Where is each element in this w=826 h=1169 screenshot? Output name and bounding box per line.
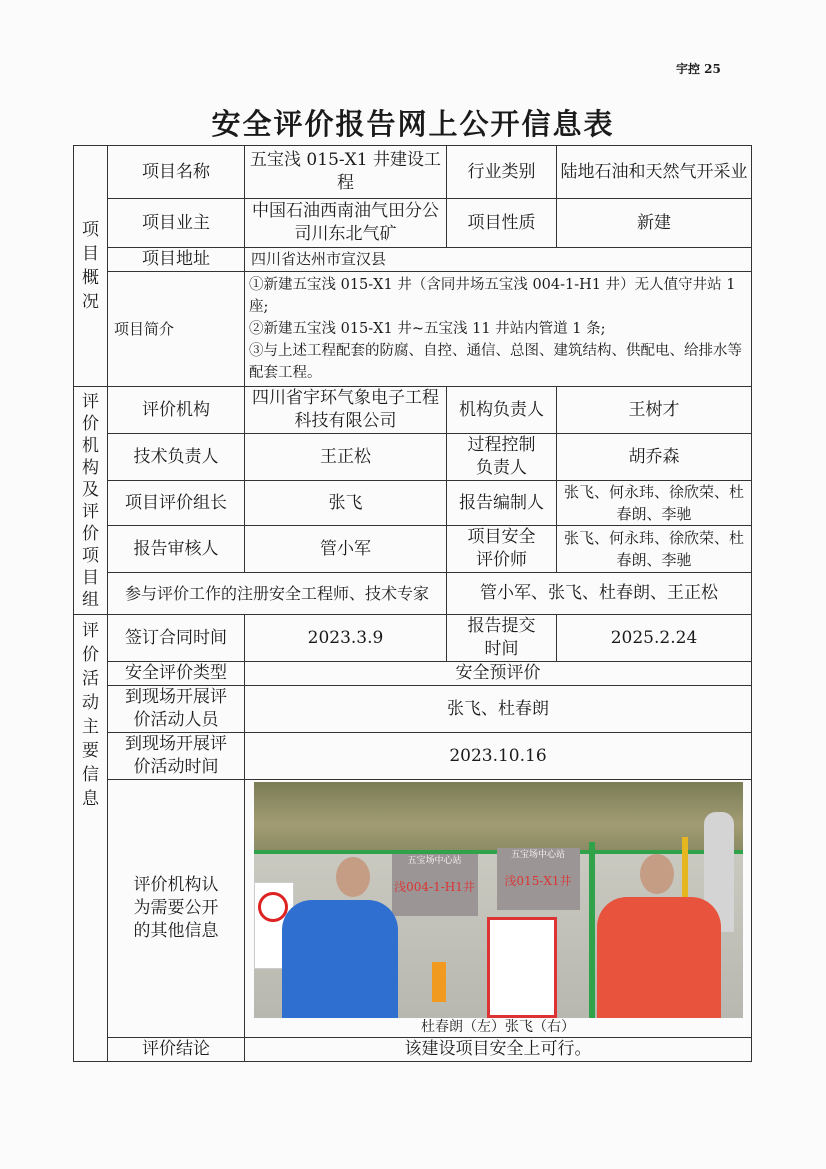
value-owner: 中国石油西南油气田分公司川东北气矿 <box>245 199 447 248</box>
value-contract: 2023.3.9 <box>245 615 447 662</box>
value-agency: 四川省宇环气象电子工程科技有限公司 <box>245 387 447 434</box>
site-photo <box>254 782 743 1018</box>
value-project-name: 五宝浅 015-X1 井建设工程 <box>245 146 447 199</box>
value-leader: 张飞 <box>245 481 447 526</box>
label-owner: 项目业主 <box>108 199 245 248</box>
intro-line: ③与上述工程配套的防腐、自控、通信、总图、建筑结构、供配电、给排水等配套工程。 <box>249 343 742 381</box>
label-tech: 技术负责人 <box>108 434 245 481</box>
label-process: 过程控制负责人 <box>447 434 557 481</box>
station-label: 五宝场中心站 <box>510 850 565 860</box>
page-title: 安全评价报告网上公开信息表 <box>211 107 615 141</box>
page-code: 宇控 25 <box>676 62 721 76</box>
label-submit: 报告提交时间 <box>447 615 557 662</box>
section-overview: 项目概况 <box>74 146 108 387</box>
person-right-body <box>597 897 721 1018</box>
label-contract: 签订合同时间 <box>108 615 245 662</box>
value-industry: 陆地石油和天然气开采业 <box>557 146 752 199</box>
well-sign-2 <box>497 848 580 910</box>
label-other: 评价机构认为需要公开的其他信息 <box>108 780 245 1038</box>
value-process: 胡乔森 <box>557 434 752 481</box>
label-date: 到现场开展评价活动时间 <box>108 733 245 780</box>
value-head: 王树才 <box>557 387 752 434</box>
label-industry: 行业类别 <box>447 146 557 199</box>
value-submit: 2025.2.24 <box>557 615 752 662</box>
section-activity: 评价活动主要信息 <box>74 615 108 1062</box>
value-address: 四川省达州市宣汉县 <box>245 248 752 272</box>
info-table <box>73 145 752 1062</box>
person-left-head <box>336 857 370 897</box>
label-agency: 评价机构 <box>108 387 245 434</box>
value-staff: 张飞、杜春朗 <box>245 686 752 733</box>
label-author: 报告编制人 <box>447 481 557 526</box>
intro-line: ①新建五宝浅 015-X1 井（含同井场五宝浅 004-1-H1 井）无人值守井站 1 座; <box>249 277 736 315</box>
label-type: 安全评价类型 <box>108 662 245 686</box>
well-label-2: 浅015-X1井 <box>504 874 572 888</box>
label-nature: 项目性质 <box>447 199 557 248</box>
station-label: 五宝场中心站 <box>407 856 462 866</box>
well-label-1: 浅004-1-H1井 <box>394 880 475 894</box>
value-tech: 王正松 <box>245 434 447 481</box>
label-conclusion: 评价结论 <box>108 1038 245 1062</box>
label-head: 机构负责人 <box>447 387 557 434</box>
value-nature: 新建 <box>557 199 752 248</box>
label-experts: 参与评价工作的注册安全工程师、技术专家 <box>108 573 447 615</box>
value-assessor: 张飞、何永玮、徐欣荣、杜春朗、李驰 <box>557 526 752 573</box>
value-date: 2023.10.16 <box>245 733 752 780</box>
value-type: 安全预评价 <box>245 662 752 686</box>
label-reviewer: 报告审核人 <box>108 526 245 573</box>
value-author: 张飞、何永玮、徐欣荣、杜春朗、李驰 <box>557 481 752 526</box>
label-leader: 项目评价组长 <box>108 481 245 526</box>
label-staff: 到现场开展评价活动人员 <box>108 686 245 733</box>
section-org: 评价机构及评价项目组 <box>74 387 108 615</box>
label-intro: 项目简介 <box>108 272 245 387</box>
value-other <box>245 780 752 1038</box>
photo-caption: 杜春朗（左）张飞（右） <box>421 1019 575 1035</box>
label-assessor: 项目安全评价师 <box>447 526 557 573</box>
intro-line: ②新建五宝浅 015-X1 井~五宝浅 11 井站内管道 1 条; <box>249 321 606 337</box>
well-sign-1 <box>392 854 478 916</box>
value-reviewer: 管小军 <box>245 526 447 573</box>
label-project-name: 项目名称 <box>108 146 245 199</box>
person-left-body <box>282 900 398 1018</box>
person-right-head <box>640 854 674 894</box>
value-intro <box>245 272 752 387</box>
value-experts: 管小军、张飞、杜春朗、王正松 <box>447 573 752 615</box>
value-conclusion: 该建设项目安全上可行。 <box>245 1038 752 1062</box>
label-address: 项目地址 <box>108 248 245 272</box>
